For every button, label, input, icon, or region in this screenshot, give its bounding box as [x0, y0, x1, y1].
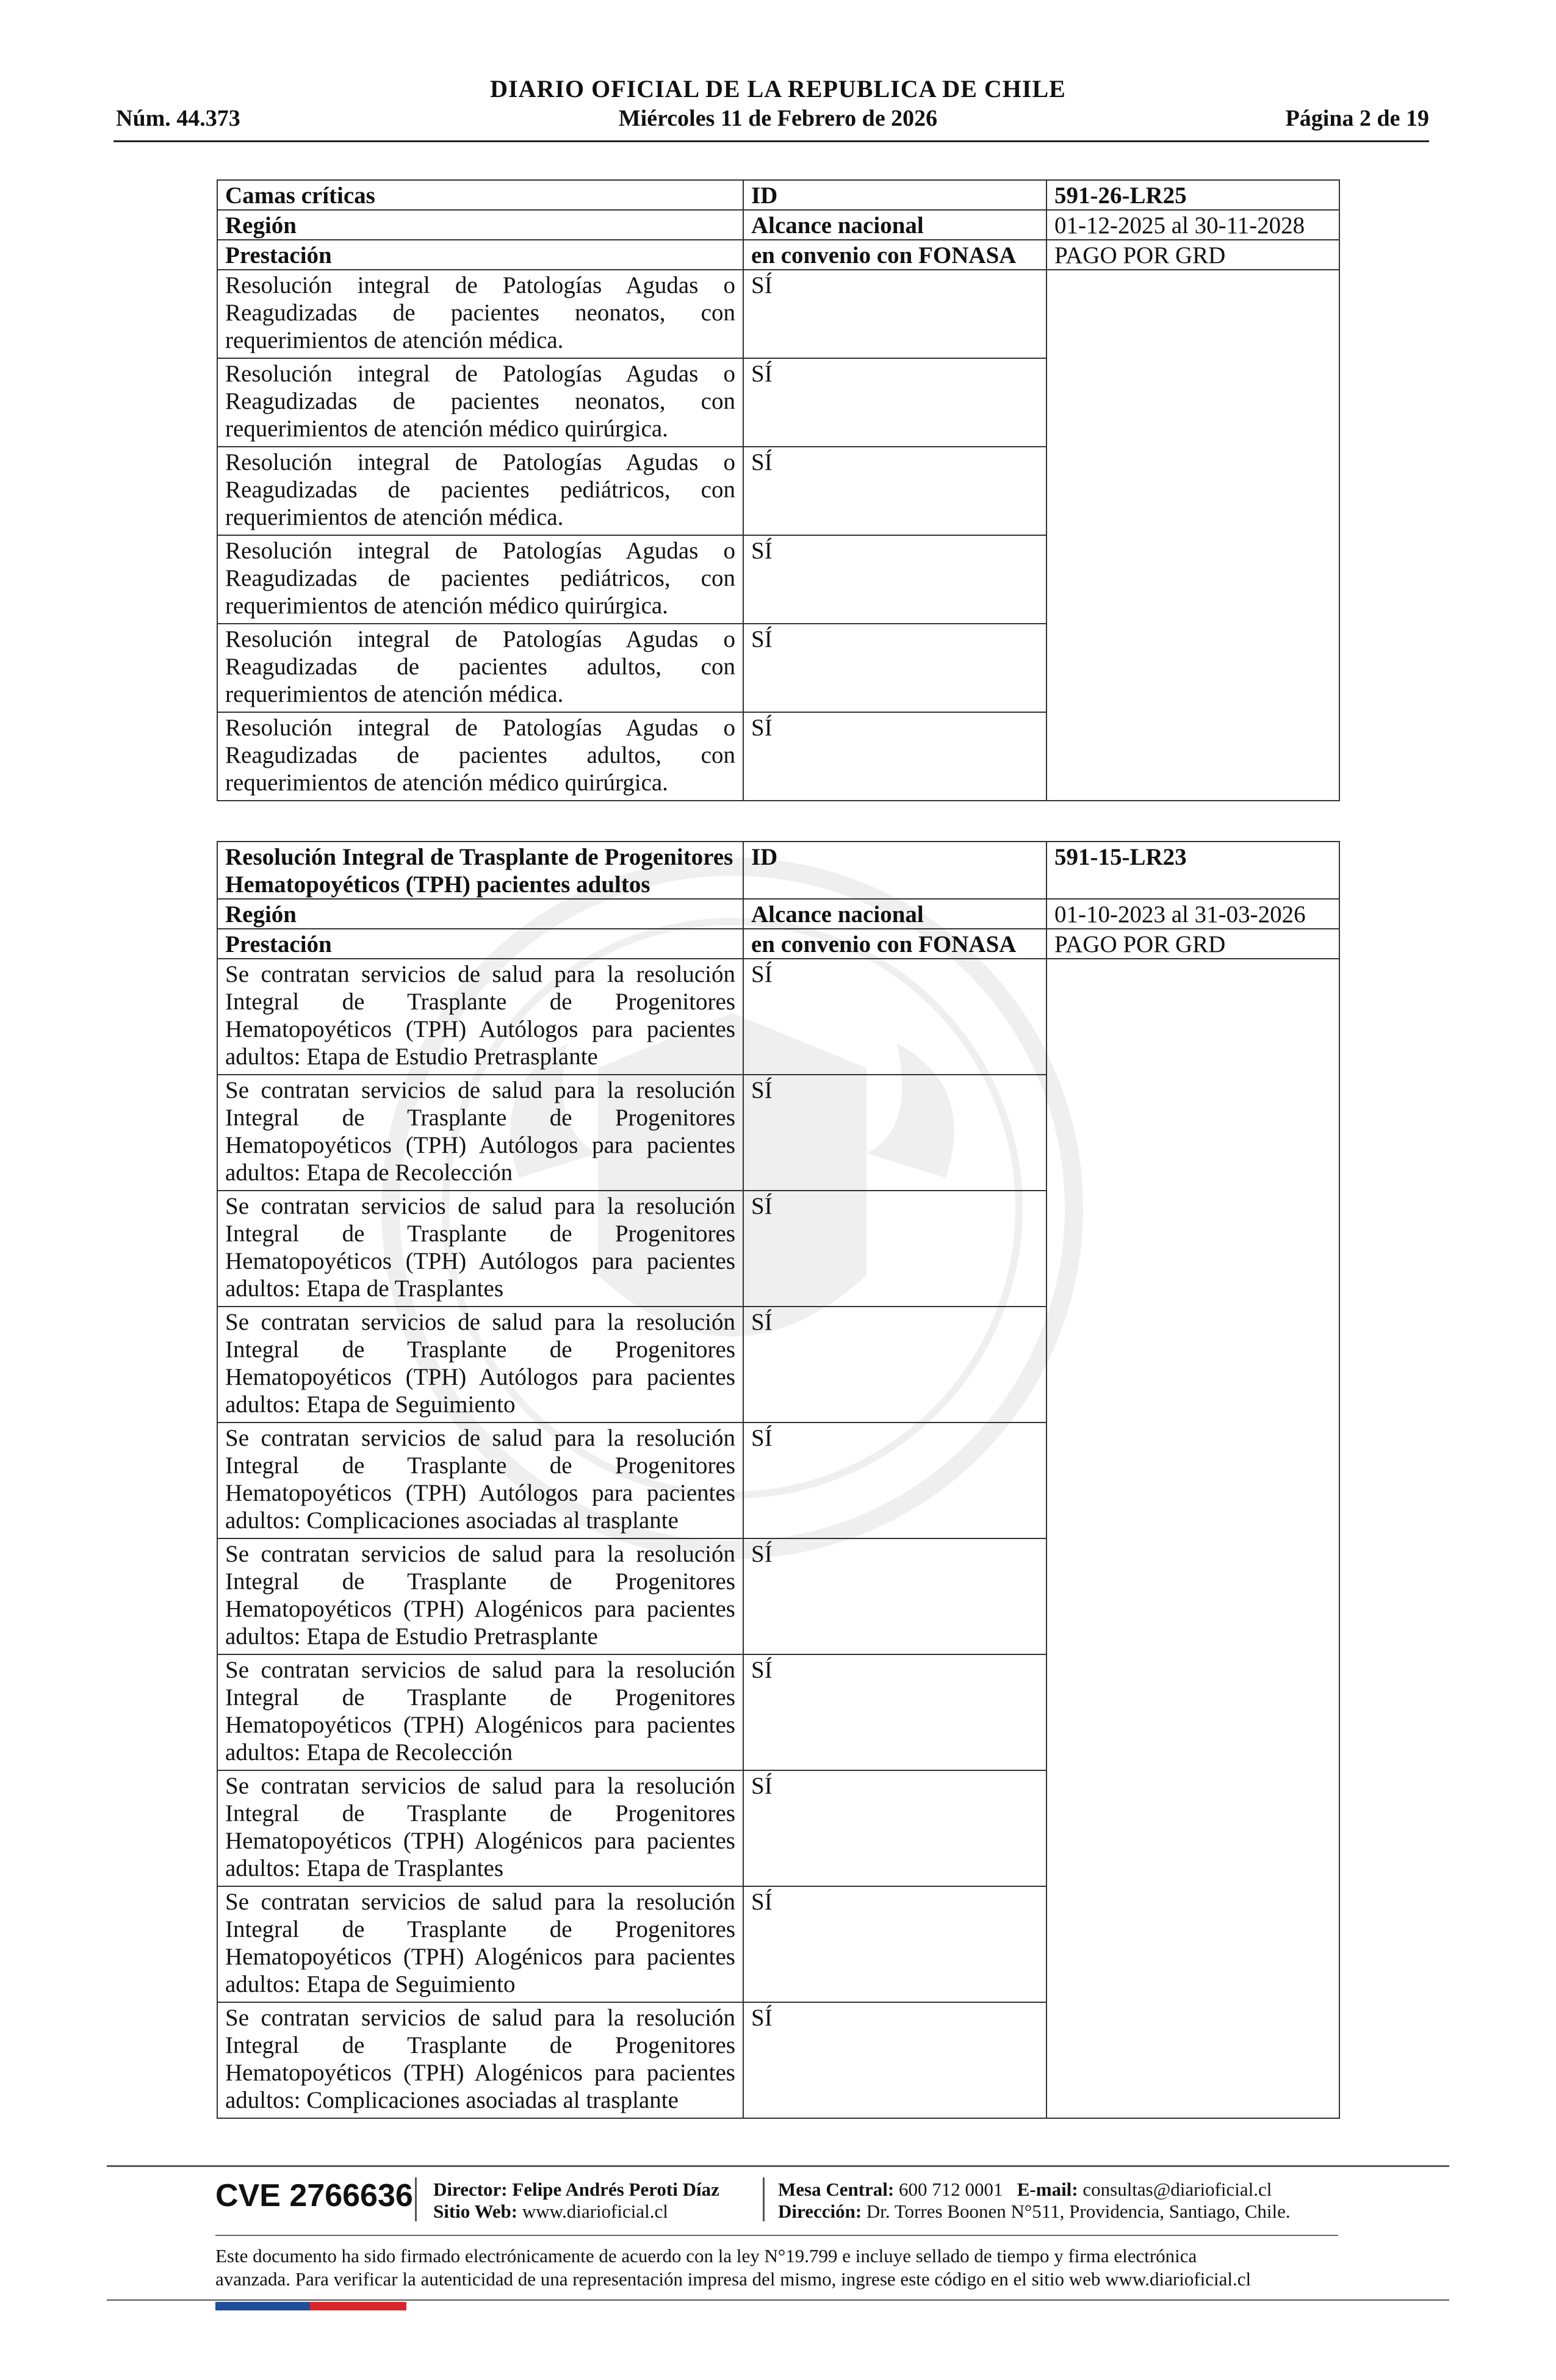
empty-cell [1046, 270, 1339, 801]
service-value: SÍ [743, 1886, 1046, 2002]
region-label: Región [217, 210, 743, 240]
service-value: SÍ [743, 1770, 1046, 1886]
service-value: SÍ [743, 447, 1046, 535]
service-description: Se contratan servicios de salud para la resolución Integral de Trasplante de Progenitores Hematopoyéticos (TPH) Alogénicos para pacientes adultos: Etapa de Trasplantes [217, 1770, 743, 1886]
service-value: SÍ [743, 1538, 1046, 1654]
director-line [433, 2179, 719, 2201]
empty-cell [1046, 959, 1339, 2118]
payment-value: PAGO POR GRD [1046, 929, 1339, 959]
email-link[interactable]: consultas@diarioficial.cl [1082, 2179, 1272, 2200]
legal-notice-line-1: Este documento ha sido firmado electrónicamente de acuerdo con la ley N°19.799 e incluye sellado de tiempo y firma electrónica [215, 2245, 1197, 2266]
address-line [778, 2201, 1291, 2223]
footer-divider [107, 2299, 1449, 2301]
region-label: Región [217, 899, 743, 929]
benefit-label: Prestación [217, 929, 743, 959]
id-label: ID [743, 180, 1046, 210]
legal-notice-line-2: avanzada. Para verificar la autenticidad de una representación impresa del mismo, ingrese este código en el sitio web www.diarioficial.cl [215, 2268, 1252, 2290]
service-value: SÍ [743, 358, 1046, 447]
benefit-label: Prestación [217, 240, 743, 270]
address-label: Dirección: [778, 2201, 862, 2222]
footer-divider [107, 2165, 1449, 2167]
service-value: SÍ [743, 1307, 1046, 1423]
director-name: Felipe Andrés Peroti Díaz [512, 2179, 719, 2200]
service-value: SÍ [743, 535, 1046, 624]
journal-title: DIARIO OFICIAL DE LA REPUBLICA DE CHILE [490, 75, 1066, 103]
phone-label: Mesa Central: [778, 2179, 895, 2200]
issue-number: Núm. 44.373 [116, 106, 240, 131]
table-camas-criticas [217, 179, 1340, 801]
service-description: Se contratan servicios de salud para la resolución Integral de Trasplante de Progenitores Hematopoyéticos (TPH) Autólogos para pacientes adultos: Etapa de Seguimiento [217, 1307, 743, 1423]
period-value: 01-10-2023 al 31-03-2026 [1046, 899, 1339, 929]
service-value: SÍ [743, 959, 1046, 1075]
website-link[interactable]: www.diarioficial.cl [522, 2201, 668, 2222]
service-description: Se contratan servicios de salud para la resolución Integral de Trasplante de Progenitores Hematopoyéticos (TPH) Autólogos para pacientes adultos: Etapa de Trasplantes [217, 1191, 743, 1307]
service-description: Se contratan servicios de salud para la resolución Integral de Trasplante de Progenitores Hematopoyéticos (TPH) Alogénicos para pacientes adultos: Complicaciones asociadas al trasplante [217, 2002, 743, 2118]
service-value: SÍ [743, 1191, 1046, 1307]
address-value: Dr. Torres Boonen N°511, Providencia, Santiago, Chile. [866, 2201, 1291, 2222]
footer-divider [215, 2235, 1338, 2236]
period-value: 01-12-2025 al 30-11-2028 [1046, 210, 1339, 240]
page-indicator: Página 2 de 19 [1285, 106, 1429, 131]
service-description: Resolución integral de Patologías Agudas o Reagudizadas de pacientes pediátricos, con requerimientos de atención médica. [217, 447, 743, 535]
flag-bar-blue [215, 2302, 310, 2310]
service-description: Resolución integral de Patologías Agudas o Reagudizadas de pacientes adultos, con requerimientos de atención médico quirúrgica. [217, 712, 743, 801]
agreement-value: en convenio con FONASA [743, 240, 1046, 270]
service-value: SÍ [743, 624, 1046, 712]
scope-value: Alcance nacional [743, 210, 1046, 240]
header-divider [113, 140, 1429, 142]
phone-value: 600 712 0001 [899, 2179, 1003, 2200]
contact-line [778, 2179, 1272, 2201]
table-row [217, 270, 1339, 358]
table-title: Camas críticas [217, 180, 743, 210]
footer-separator [763, 2177, 765, 2221]
id-value: 591-26-LR25 [1046, 180, 1339, 210]
service-value: SÍ [743, 2002, 1046, 2118]
table-row [217, 959, 1339, 1075]
service-description: Resolución integral de Patologías Agudas o Reagudizadas de pacientes adultos, con requerimientos de atención médica. [217, 624, 743, 712]
cve-code: CVE 2766636 [215, 2178, 413, 2213]
payment-value: PAGO POR GRD [1046, 240, 1339, 270]
table-title: Resolución Integral de Trasplante de Progenitores Hematopoyéticos (TPH) pacientes adultos [217, 842, 743, 899]
service-description: Resolución integral de Patologías Agudas o Reagudizadas de pacientes pediátricos, con requerimientos de atención médico quirúrgica. [217, 535, 743, 624]
website-label: Sitio Web: [433, 2201, 518, 2222]
agreement-value: en convenio con FONASA [743, 929, 1046, 959]
service-value: SÍ [743, 270, 1046, 358]
table-tph-adultos [217, 841, 1340, 2119]
flag-bar-red [310, 2302, 406, 2310]
email-label: E-mail: [1017, 2179, 1078, 2200]
id-value: 591-15-LR23 [1046, 842, 1339, 899]
service-description: Se contratan servicios de salud para la resolución Integral de Trasplante de Progenitores Hematopoyéticos (TPH) Autólogos para pacientes adultos: Complicaciones asociadas al trasplante [217, 1423, 743, 1538]
service-description: Se contratan servicios de salud para la resolución Integral de Trasplante de Progenitores Hematopoyéticos (TPH) Autólogos para pacientes adultos: Etapa de Recolección [217, 1075, 743, 1191]
service-value: SÍ [743, 1654, 1046, 1770]
footer-separator [415, 2177, 417, 2221]
service-description: Resolución integral de Patologías Agudas o Reagudizadas de pacientes neonatos, con requerimientos de atención médica. [217, 270, 743, 358]
service-description: Se contratan servicios de salud para la resolución Integral de Trasplante de Progenitores Hematopoyéticos (TPH) Alogénicos para pacientes adultos: Etapa de Seguimiento [217, 1886, 743, 2002]
id-label: ID [743, 842, 1046, 899]
service-description: Resolución integral de Patologías Agudas o Reagudizadas de pacientes neonatos, con requerimientos de atención médico quirúrgica. [217, 358, 743, 447]
service-value: SÍ [743, 712, 1046, 801]
scope-value: Alcance nacional [743, 899, 1046, 929]
service-description: Se contratan servicios de salud para la resolución Integral de Trasplante de Progenitores Hematopoyéticos (TPH) Autólogos para pacientes adultos: Etapa de Estudio Pretrasplante [217, 959, 743, 1075]
website-line [433, 2201, 668, 2223]
service-value: SÍ [743, 1075, 1046, 1191]
service-description: Se contratan servicios de salud para la resolución Integral de Trasplante de Progenitores Hematopoyéticos (TPH) Alogénicos para pacientes adultos: Etapa de Recolección [217, 1654, 743, 1770]
service-description: Se contratan servicios de salud para la resolución Integral de Trasplante de Progenitores Hematopoyéticos (TPH) Alogénicos para pacientes adultos: Etapa de Estudio Pretrasplante [217, 1538, 743, 1654]
service-value: SÍ [743, 1423, 1046, 1538]
issue-date: Miércoles 11 de Febrero de 2026 [618, 106, 938, 131]
director-label: Director: [433, 2179, 508, 2200]
